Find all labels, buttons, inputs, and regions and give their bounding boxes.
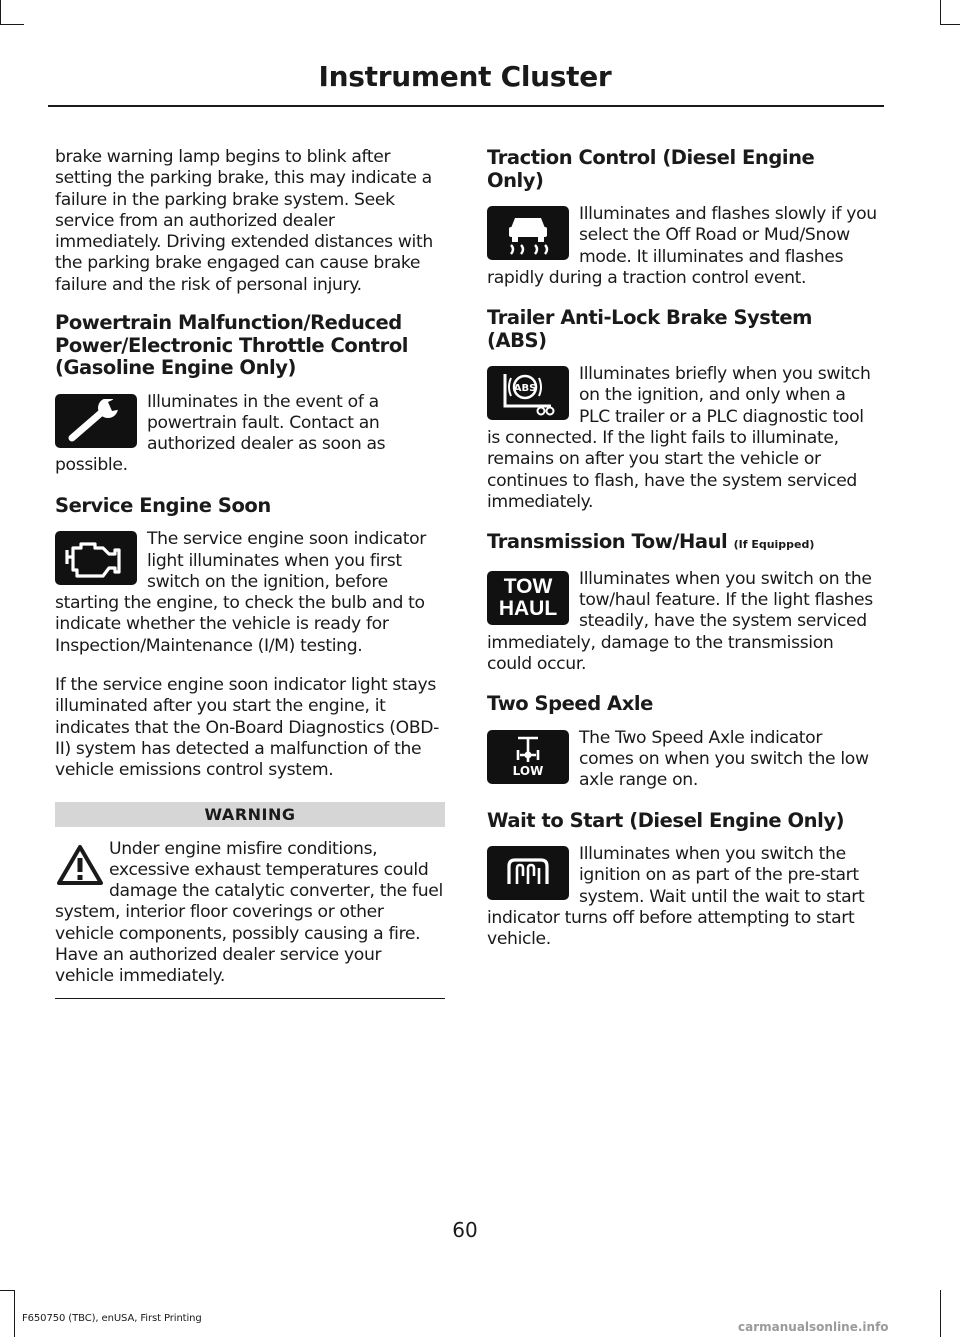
trailer-abs-heading: Trailer Anti-Lock Brake System (ABS): [487, 306, 812, 352]
crop-mark: [0, 24, 24, 25]
tow-haul-icon-line1: TOW: [503, 574, 553, 598]
tow-haul-heading-note: (If Equipped): [733, 538, 815, 552]
page-title: Instrument Cluster: [318, 60, 612, 93]
tow-haul-text: Illuminates when you switch on the tow/haul feature. If the light flashes steadily, have the system serviced immediately, damage to the transmission could occur.: [487, 568, 873, 674]
tow-haul-icon: [487, 571, 569, 625]
watermark: carmanualsonline.info: [738, 1320, 889, 1334]
tow-haul-icon-line2: HAUL: [498, 596, 558, 620]
warning-box: [55, 839, 445, 999]
trailer-abs-icon-text: ABS: [513, 383, 537, 395]
warning-label: WARNING: [55, 802, 445, 827]
engine-icon: [55, 531, 137, 585]
two-speed-axle-entry: [487, 728, 877, 792]
tow-haul-heading-text: Transmission Tow/Haul: [487, 530, 728, 554]
wait-to-start-heading: Wait to Start (Diesel Engine Only): [487, 808, 845, 832]
powertrain-text: Illuminates in the event of a powertrain fault. Contact an authorized dealer as soon as possible.: [55, 391, 386, 476]
two-speed-axle-heading: Two Speed Axle: [487, 692, 653, 716]
header-rule: [48, 105, 884, 107]
glow-plug-icon: [487, 846, 569, 900]
traction-entry: [487, 204, 877, 289]
tow-haul-heading: [487, 531, 877, 557]
two-speed-axle-text: The Two Speed Axle indicator comes on when you switch the low axle range on.: [579, 727, 869, 791]
traction-heading: Traction Control (Diesel Engine Only): [487, 146, 815, 192]
page-number: 60: [452, 1218, 478, 1242]
service-engine-text-2: If the service engine soon indicator light stays illuminated after you start the engine, it indicates that the On-Board Diagnostics (OBD-II) system has detected a malfunction of the vehicle emissions control system.: [55, 675, 440, 781]
wait-to-start-entry: [487, 844, 877, 950]
warning-text: Under engine misfire conditions, excessive exhaust temperatures could damage the catalytic converter, the fuel system, interior floor coverings or other vehicle components, possibly causing a fire. Have an authorized dealer service your vehicle immediately.: [55, 838, 443, 987]
trailer-abs-text: Illuminates briefly when you switch on the ignition, and only when a PLC trailer or a PLC diagnostic tool is connected. If the light fails to illuminate, remains on after you start the vehicle or continues to flash, have the system serviced immediately.: [487, 364, 871, 512]
intro-paragraph: brake warning lamp begins to blink after setting the parking brake, this may indicate a failure in the parking brake system. Seek service from an authorized dealer immediately. Driving extended distances with the parking brake engaged can cause brake failure and the risk of personal injury.: [55, 147, 433, 295]
service-engine-entry: [55, 529, 445, 657]
traction-text: Illuminates and flashes slowly if you select the Off Road or Mud/Snow mode. It illuminates and flashes rapidly during a traction control event.: [487, 204, 877, 288]
two-speed-axle-icon-text: LOW: [512, 764, 544, 779]
service-engine-heading: Service Engine Soon: [55, 493, 271, 517]
crop-mark: [940, 1290, 941, 1337]
crop-mark: [14, 1290, 15, 1337]
crop-mark: [940, 0, 941, 24]
wait-to-start-text: Illuminates when you switch the ignition on as part of the pre-start system. Wait until the wait to start indicator turns off before attempting to start vehicle.: [487, 844, 865, 950]
wrench-icon: [55, 394, 137, 448]
tow-haul-entry: [487, 569, 877, 675]
powertrain-heading: Powertrain Malfunction/Reduced Power/Electronic Throttle Control (Gasoline Engine Only): [55, 311, 409, 380]
service-engine-text: The service engine soon indicator light illuminates when you first switch on the ignition, before starting the engine, to check the bulb and to indicate whether the vehicle is ready for Inspection/Maintenance (I/M) testing.: [55, 529, 426, 656]
crop-mark: [0, 0, 1, 24]
powertrain-entry: [55, 392, 445, 477]
trailer-abs-icon: [487, 366, 569, 420]
footer-printing-info: F650750 (TBC), enUSA, First Printing: [22, 1313, 202, 1324]
crop-mark: [940, 24, 960, 25]
traction-control-icon: [487, 206, 569, 260]
crop-mark: [0, 1290, 14, 1291]
right-column: [487, 147, 877, 969]
trailer-abs-entry: [487, 364, 877, 513]
left-column: [55, 147, 445, 999]
warning-triangle-icon: [55, 841, 105, 891]
two-speed-axle-icon: [487, 730, 569, 784]
